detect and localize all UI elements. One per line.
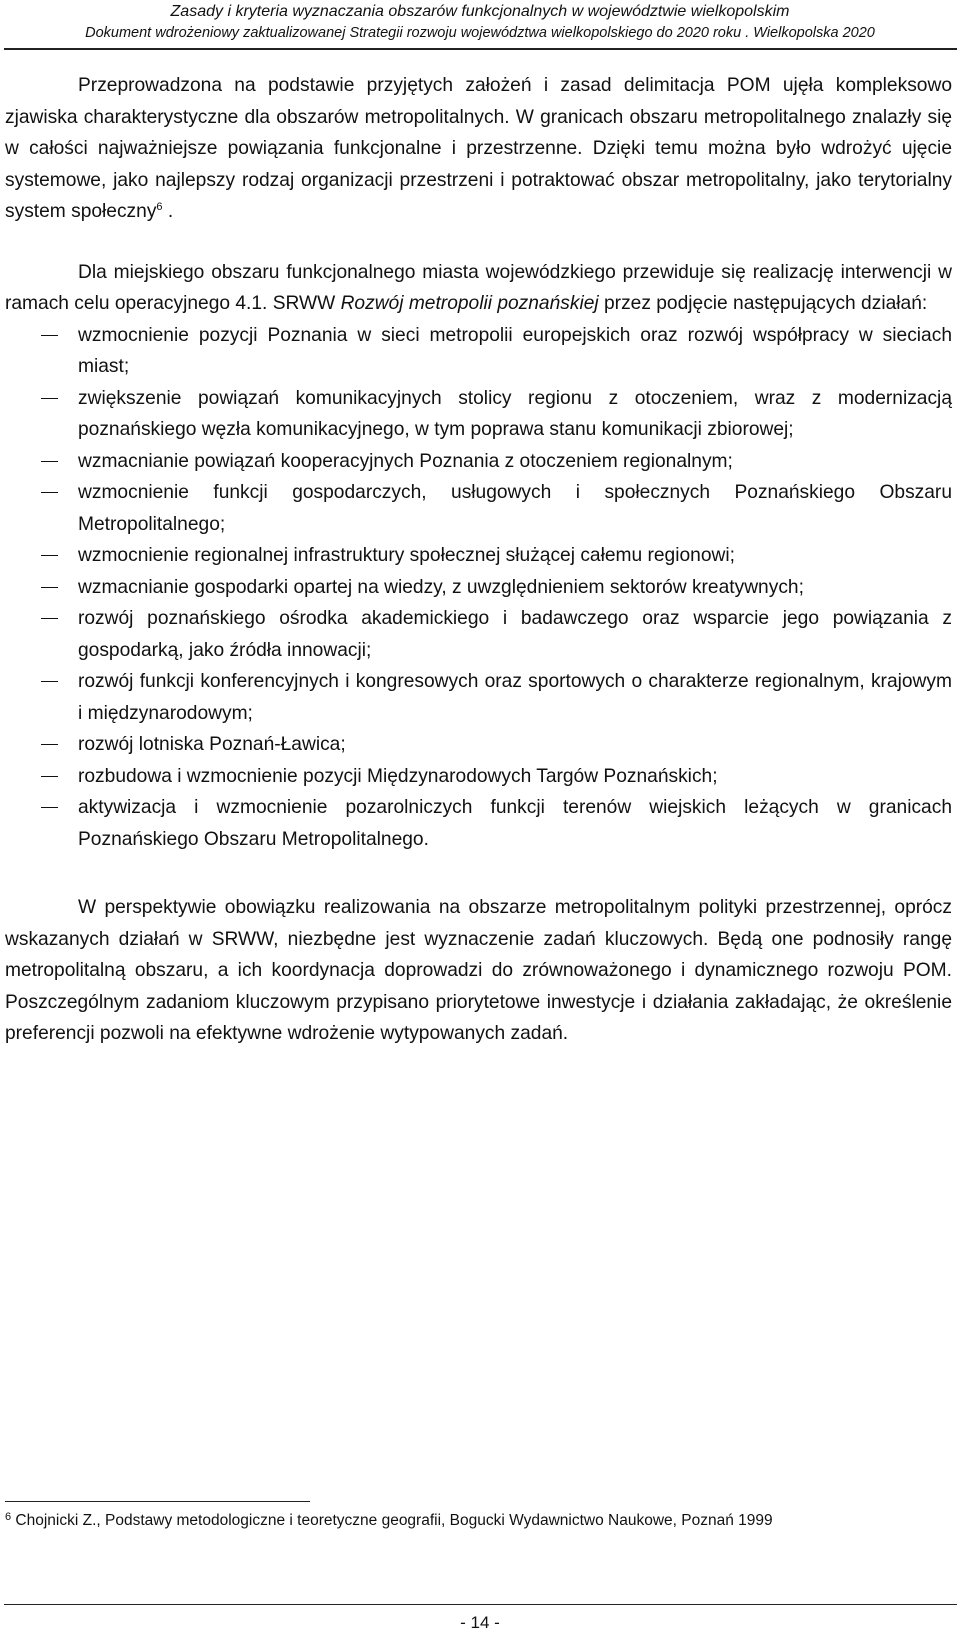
main-content <box>5 70 952 1050</box>
list-item <box>5 572 952 604</box>
dash-bullet-icon <box>41 776 58 777</box>
list-item-text: rozwój lotniska Poznań-Ławica; <box>78 734 346 755</box>
footnote-reference[interactable]: 6 <box>156 201 163 213</box>
list-item <box>5 477 952 540</box>
dash-bullet-icon <box>41 618 58 619</box>
header-subtitle: Dokument wdrożeniowy zaktualizowanej Strategii rozwoju województwa wielkopolskiego do 2020 roku . Wielkopolska 2020 <box>85 25 875 41</box>
list-item-text: rozwój funkcji konferencyjnych i kongresowych oraz sportowych o charakterze regionalnym, krajowym i międzynarodowym; <box>78 671 952 724</box>
footer-divider <box>4 1604 957 1605</box>
list-item <box>5 792 952 855</box>
list-item <box>5 446 952 478</box>
dash-bullet-icon <box>41 744 58 745</box>
footnote-text: Chojnicki Z., Podstawy metodologiczne i teoretyczne geografii, Bogucki Wydawnictwo Naukowe, Poznań 1999 <box>11 1512 773 1529</box>
list-item <box>5 666 952 729</box>
dash-bullet-icon <box>41 461 58 462</box>
paragraph-end: . <box>162 201 174 222</box>
paragraph-end: przez podjęcie następujących działań: <box>598 293 928 314</box>
list-item <box>5 729 952 761</box>
list-item-text: wzmocnienie pozycji Poznania w sieci metropolii europejskich oraz rozwój współpracy w sieciach miast; <box>78 324 952 377</box>
header-title: Zasady i kryteria wyznaczania obszarów funkcjonalnych w województwie wielkopolskim <box>170 3 790 20</box>
paragraph-text: Przeprowadzona na podstawie przyjętych założeń i zasad delimitacja POM ujęła kompleksowo zjawiska charakterystyczne dla obszarów metropolitalnych. W granicach obszaru metropolitalnego znalazły się w całości najważniejsze powiązania funkcjonalne i przestrzenne. Dzięki temu można było wdrożyć ujęcie systemowe, jako najlepszy rodzaj organizacji przestrzeni i potraktować obszar metropolitalny, jako terytorialny system społeczny <box>5 75 952 222</box>
list-item <box>5 383 952 446</box>
footnote <box>5 1511 952 1531</box>
dash-bullet-icon <box>41 587 58 588</box>
header-divider <box>4 48 957 50</box>
list-item <box>5 540 952 572</box>
paragraph-text: Dla miejskiego obszaru funkcjonalnego miasta wojewódzkiego przewiduje się realizację interwencji w ramach celu operacyjnego 4.1. SRWW <box>5 261 952 314</box>
list-item-text: rozwój poznańskiego ośrodka akademickiego i badawczego oraz wsparcie jego powiązania z gospodarką, jako źródła innowacji; <box>78 608 952 661</box>
list-item-text: wzmocnienie regionalnej infrastruktury społecznej służącej całemu regionowi; <box>78 545 735 566</box>
list-item <box>5 603 952 666</box>
list-item-text: zwiększenie powiązań komunikacyjnych stolicy regionu z otoczeniem, wraz z modernizacją poznańskiego węzła komunikacyjnego, w tym poprawa stanu komunikacji zbiorowej; <box>78 387 952 440</box>
list-item-text: aktywizacja i wzmocnienie pozarolniczych funkcji terenów wiejskich leżących w granicach Poznańskiego Obszaru Metropolitalnego. <box>78 797 952 850</box>
footnote-number: 6 <box>5 1511 12 1523</box>
dash-bullet-icon <box>41 555 58 556</box>
page-number: - 14 - <box>460 1613 500 1632</box>
dash-bullet-icon <box>41 807 58 808</box>
list-item <box>5 320 952 383</box>
paragraph-intervention <box>5 257 952 320</box>
actions-list <box>5 320 952 856</box>
paragraph-key-tasks: W perspektywie obowiązku realizowania na obszarze metropolitalnym polityki przestrzennej, oprócz wskazanych działań w SRWW, niezbędne jest wyznaczenie zadań kluczowych. Będą one podnosiły rangę metropolitalną obszaru, a ich koordynacja doprowadzi do zrównoważonego i dynamicznego rozwoju POM. Poszczególnym zadaniom kluczowym przypisano priorytetowe inwestycje i działania zakładając, że określenie preferencji pozwoli na efektywne wdrożenie wytypowanych zadań. <box>5 897 952 1044</box>
list-item-text: wzmocnienie funkcji gospodarczych, usługowych i społecznych Poznańskiego Obszaru Metropolitalnego; <box>78 482 952 535</box>
list-item-text: rozbudowa i wzmocnienie pozycji Międzynarodowych Targów Poznańskich; <box>78 765 718 787</box>
list-item-text: wzmacnianie powiązań kooperacyjnych Poznania z otoczeniem regionalnym; <box>78 450 733 472</box>
goal-title: Rozwój metropolii poznańskiej <box>340 293 599 314</box>
dash-bullet-icon <box>41 398 58 399</box>
list-item-text: wzmacnianie gospodarki opartej na wiedzy, z uwzględnieniem sektorów kreatywnych; <box>78 576 804 598</box>
footnote-divider <box>5 1501 310 1502</box>
list-item <box>5 761 952 793</box>
page-header <box>0 0 960 43</box>
dash-bullet-icon <box>41 681 58 682</box>
paragraph-delimitation <box>5 70 952 228</box>
dash-bullet-icon <box>41 492 58 493</box>
dash-bullet-icon <box>41 335 58 336</box>
